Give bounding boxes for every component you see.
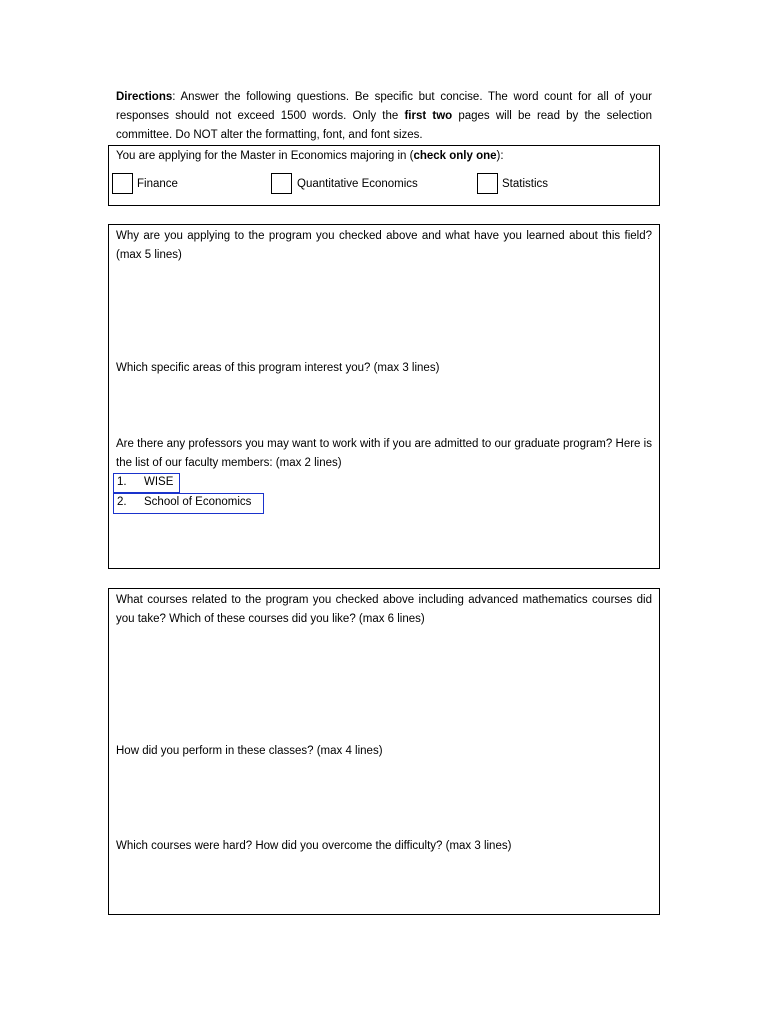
question-courses-taken: What courses related to the program you checked above including advanced mathematics courses did you take? Which of these courses did you like? (max 6 lines): [116, 594, 652, 625]
question-performance: How did you perform in these classes? (max 4 lines): [116, 745, 383, 757]
directions-emphasis: first two: [404, 110, 453, 122]
major-prompt-text-b: ):: [496, 150, 504, 162]
question-areas-of-interest: Which specific areas of this program interest you? (max 3 lines): [116, 362, 440, 374]
faculty-link-wise[interactable]: [113, 473, 180, 493]
major-prompt-text-a: You are applying for the Master in Economics majoring in (: [116, 150, 414, 162]
faculty-link-label: WISE: [144, 476, 174, 488]
question-why-applying: Why are you applying to the program you checked above and what have you learned about this field? (max 5 lines): [116, 230, 652, 261]
faculty-link-label: School of Economics: [144, 496, 252, 508]
finance-label: Finance: [137, 178, 178, 190]
directions-label: Directions: [116, 91, 173, 103]
directions-text-a: : Answer the following questions. Be specific but concise. The word count for all of your responses should not exceed 1500 words. Only the: [116, 91, 652, 122]
question-professors: Are there any professors you may want to work with if you are admitted to our graduate program? Here is the list of our faculty members: (max 2 lines): [116, 438, 652, 469]
faculty-link-school-of-economics[interactable]: [113, 493, 264, 514]
faculty-link-number: 1.: [117, 476, 127, 488]
major-prompt-bold: check only one: [413, 150, 497, 162]
faculty-link-number: 2.: [117, 496, 127, 508]
directions-text-b: pages will be read by the selection committee. Do NOT alter the formatting, font, and font sizes.: [116, 110, 652, 141]
statistics-checkbox[interactable]: [477, 173, 498, 194]
courses-section-box: [108, 588, 660, 915]
motivation-section-box: [108, 224, 660, 569]
quantitative-economics-checkbox[interactable]: [271, 173, 292, 194]
quantitative-economics-label: Quantitative Economics: [297, 178, 418, 190]
statistics-label: Statistics: [502, 178, 549, 190]
question-hard-courses: Which courses were hard? How did you overcome the difficulty? (max 3 lines): [116, 840, 512, 852]
major-prompt: [116, 149, 504, 164]
major-selection-box: [108, 145, 660, 206]
directions-paragraph: [116, 88, 652, 145]
finance-checkbox[interactable]: [112, 173, 133, 194]
